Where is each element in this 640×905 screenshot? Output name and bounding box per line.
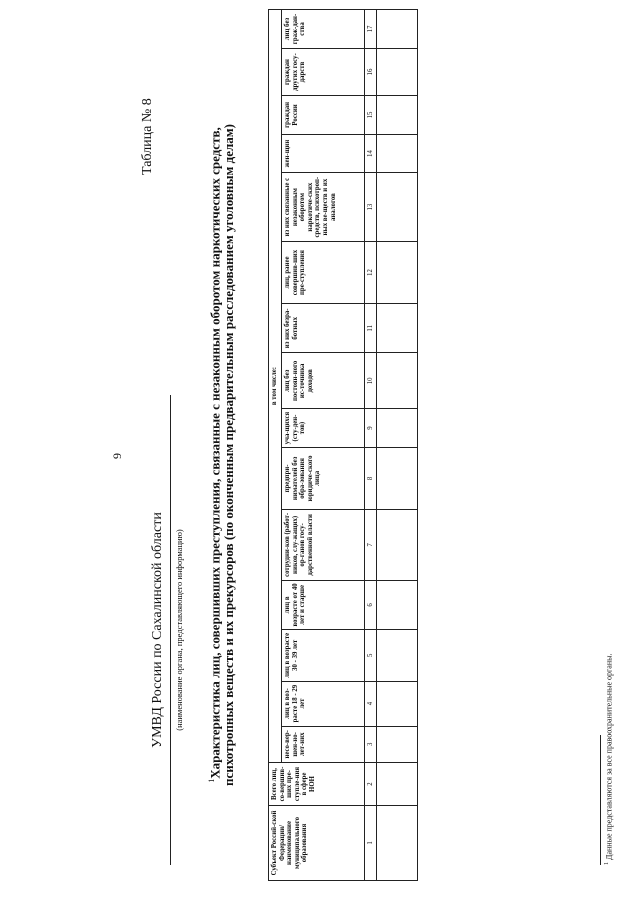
column-number-cell: 15 [365, 96, 377, 135]
subcolumn-header: несо-вер-шен-но-лет-них [282, 726, 365, 762]
header-total: Всего лиц, со-вершив-ших пре-ступле-ния в сфере НОН [269, 763, 365, 806]
column-number-cell: 16 [365, 48, 377, 95]
data-cell [377, 10, 418, 49]
subcolumn-header: граждан России [282, 96, 365, 135]
data-cell [377, 580, 418, 629]
column-number-cell: 17 [365, 10, 377, 49]
subcolumn-header: уча-щихся (сту-ден-тов) [282, 409, 365, 448]
data-cell [377, 173, 418, 242]
data-cell [377, 681, 418, 726]
column-number-cell: 5 [365, 630, 377, 681]
header-in-that-number: в том числе: [269, 10, 282, 763]
column-number-cell: 14 [365, 134, 377, 173]
subcolumn-header: из них безра-ботных [282, 304, 365, 353]
organization-name: УМВД России по Сахалинской области [150, 512, 165, 748]
subcolumn-header-row [282, 10, 365, 881]
subcolumn-header: лиц в воз-расте 18 - 29 лет [282, 681, 365, 726]
title-line-2: психотропных веществ и их прекурсоров (по оконченным предварительным расследованием уголовным делам) [221, 124, 237, 786]
column-number-cell: 13 [365, 173, 377, 242]
organization-underline [170, 395, 171, 865]
column-number-cell: 12 [365, 241, 377, 303]
data-cell [377, 726, 418, 762]
column-number-row [365, 10, 377, 881]
empty-data-row [377, 10, 418, 881]
data-cell [377, 510, 418, 581]
subcolumn-header: жен-щин [282, 134, 365, 173]
subcolumn-header: лиц в возрасте от 40 лет и старше [282, 580, 365, 629]
data-cell [377, 48, 418, 95]
organization-caption: (наименование органа, представляющего информацию) [174, 529, 184, 731]
column-number-cell: 8 [365, 447, 377, 509]
header-subject: Субъект Россий-ской Федерации/ наименование муниципального образования [269, 805, 365, 880]
data-cell [377, 134, 418, 173]
column-number-cell: 10 [365, 353, 377, 409]
data-cell [377, 763, 418, 806]
subcolumn-header: из них связанные с незаконным оборотом наркотиче-ских средств, психотроп-ных ве-ществ и их аналогов [282, 173, 365, 242]
data-cell [377, 447, 418, 509]
data-cell [377, 96, 418, 135]
statistics-form-table [268, 9, 418, 881]
column-number-cell: 4 [365, 681, 377, 726]
data-cell [377, 304, 418, 353]
page-number: 9 [110, 453, 124, 459]
column-number-cell: 9 [365, 409, 377, 448]
column-number-cell: 7 [365, 510, 377, 581]
footnote [604, 653, 614, 865]
footnote-mark: 1 [604, 862, 610, 865]
footnote-separator [600, 735, 601, 865]
data-cell [377, 805, 418, 880]
title-line-1 [205, 105, 222, 805]
table-number: Таблица № 8 [140, 98, 155, 175]
subcolumn-header: предпри-нимателей без обра-зования юридиче-ского лица [282, 447, 365, 509]
subcolumn-header: сотрудни-ков (работ-ников, слу-жащих) ор-ганов госу-дарственной власти [282, 510, 365, 581]
column-number-cell: 3 [365, 726, 377, 762]
footnote-text: Данные представляются за все правоохранительные органы. [604, 653, 614, 860]
table-title [205, 105, 236, 805]
subcolumn-header: лиц, ранее совершив-ших пре-ступления [282, 241, 365, 303]
subcolumn-header: лиц без граж-дан-ства [282, 10, 365, 49]
column-number-cell: 2 [365, 763, 377, 806]
title-footnote-mark: 1 [207, 778, 216, 783]
subcolumn-header: лиц в возрасте 30 - 39 лет [282, 630, 365, 681]
column-number-cell: 1 [365, 805, 377, 880]
data-cell [377, 353, 418, 409]
data-cell [377, 630, 418, 681]
data-cell [377, 409, 418, 448]
column-number-cell: 6 [365, 580, 377, 629]
subcolumn-header: граждан других госу-дарств [282, 48, 365, 95]
data-cell [377, 241, 418, 303]
column-number-cell: 11 [365, 304, 377, 353]
subcolumn-header: лиц без постоян-ного ис-точника доходов [282, 353, 365, 409]
title-line-1-text: Характеристика лиц, совершивших преступления, связанные с незаконным оборотом наркотических средств, [207, 127, 223, 779]
